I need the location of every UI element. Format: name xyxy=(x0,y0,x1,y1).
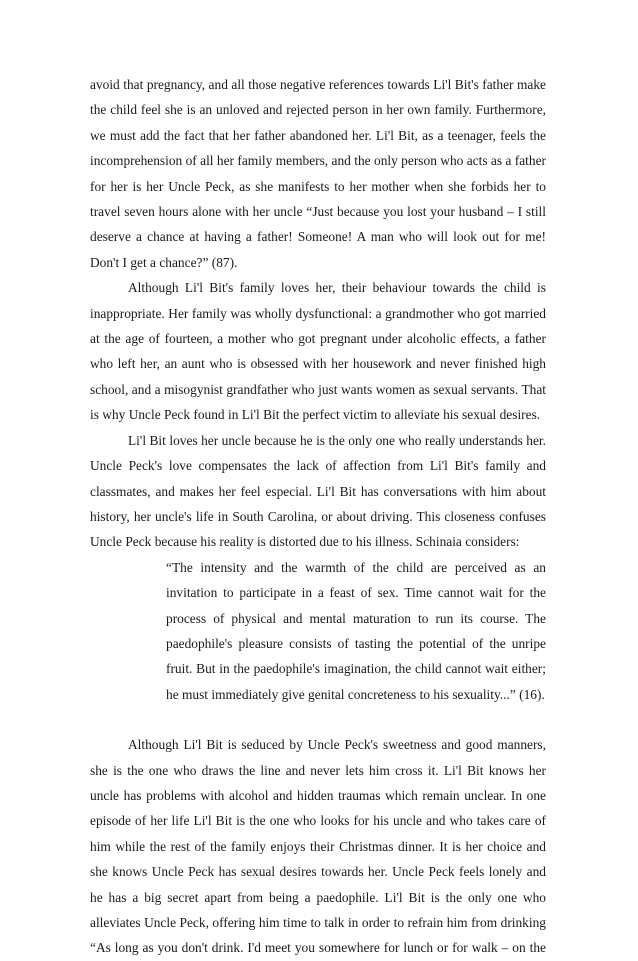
paragraph-4: Although Li'l Bit is seduced by Uncle Peck's sweetness and good manners, she is the one who draws the line and never lets him cross it. Li'l Bit knows her uncle has problems with alcohol and hidden traumas which remain unclear. In one episode of her life Li'l Bit is the one who looks for his uncle and who takes care of him while the rest of the family enjoys their Christmas dinner. It is her choice and she knows Uncle Peck has sexual desires towards her. Uncle Peck feels lonely and he has a big secret apart from being a paedophile. Li'l Bit is the only one who alleviates Uncle Peck, offering him time to talk in order to refrain him from drinking “As long as you don't drink. I'd meet you somewhere for lunch or for walk – on the xyxy=(90,737,546,956)
paragraph-3: Li'l Bit loves her uncle because he is the only one who really understands her. Uncle Peck's love compensates the lack of affection from Li'l Bit's family and classmates, and makes her feel especial. Li'l Bit has conversations with him about history, her uncle's life in South Carolina, or about driving. This closeness confuses Uncle Peck because his reality is distorted due to his illness. Schinaia considers: xyxy=(90,432,546,550)
body-text xyxy=(90,72,546,961)
block-quote: “The intensity and the warmth of the child are perceived as an invitation to participate in a feast of sex. Time cannot wait for the process of physical and mental maturation to run its course. The paedophile's pleasure consists of tasting the potential of the unripe fruit. But in the paedophile's imagination, the child cannot wait either; he must immediately give genital concreteness to his sexuality...” (16). xyxy=(166,559,546,702)
paragraph-spacer xyxy=(90,707,546,732)
paragraph-1: avoid that pregnancy, and all those negative references towards Li'l Bit's father make the child feel she is an unloved and rejected person in her own family. Furthermore, we must add the fact that her father abandoned her. Li'l Bit, as a teenager, feels the incomprehension of all her family members, and the only person who acts as a father for her is her Uncle Peck, as she manifests to her mother when she forbids her to travel seven hours alone with her uncle “Just because you lost your husband – I still deserve a chance at having a father! Someone! A man who will look out for me! Don't I get a chance?” (87). xyxy=(90,77,546,270)
paragraph-2: Although Li'l Bit's family loves her, their behaviour towards the child is inappropriate. Her family was wholly dysfunctional: a grandmother who got married at the age of fourteen, a mother who got pregnant under alcoholic effects, a father who left her, an aunt who is obsessed with her housework and never finished high school, and a misogynist grandfather who just wants women as sexual servants. That is why Uncle Peck found in Li'l Bit the perfect victim to alleviate his sexual desires. xyxy=(90,280,546,423)
